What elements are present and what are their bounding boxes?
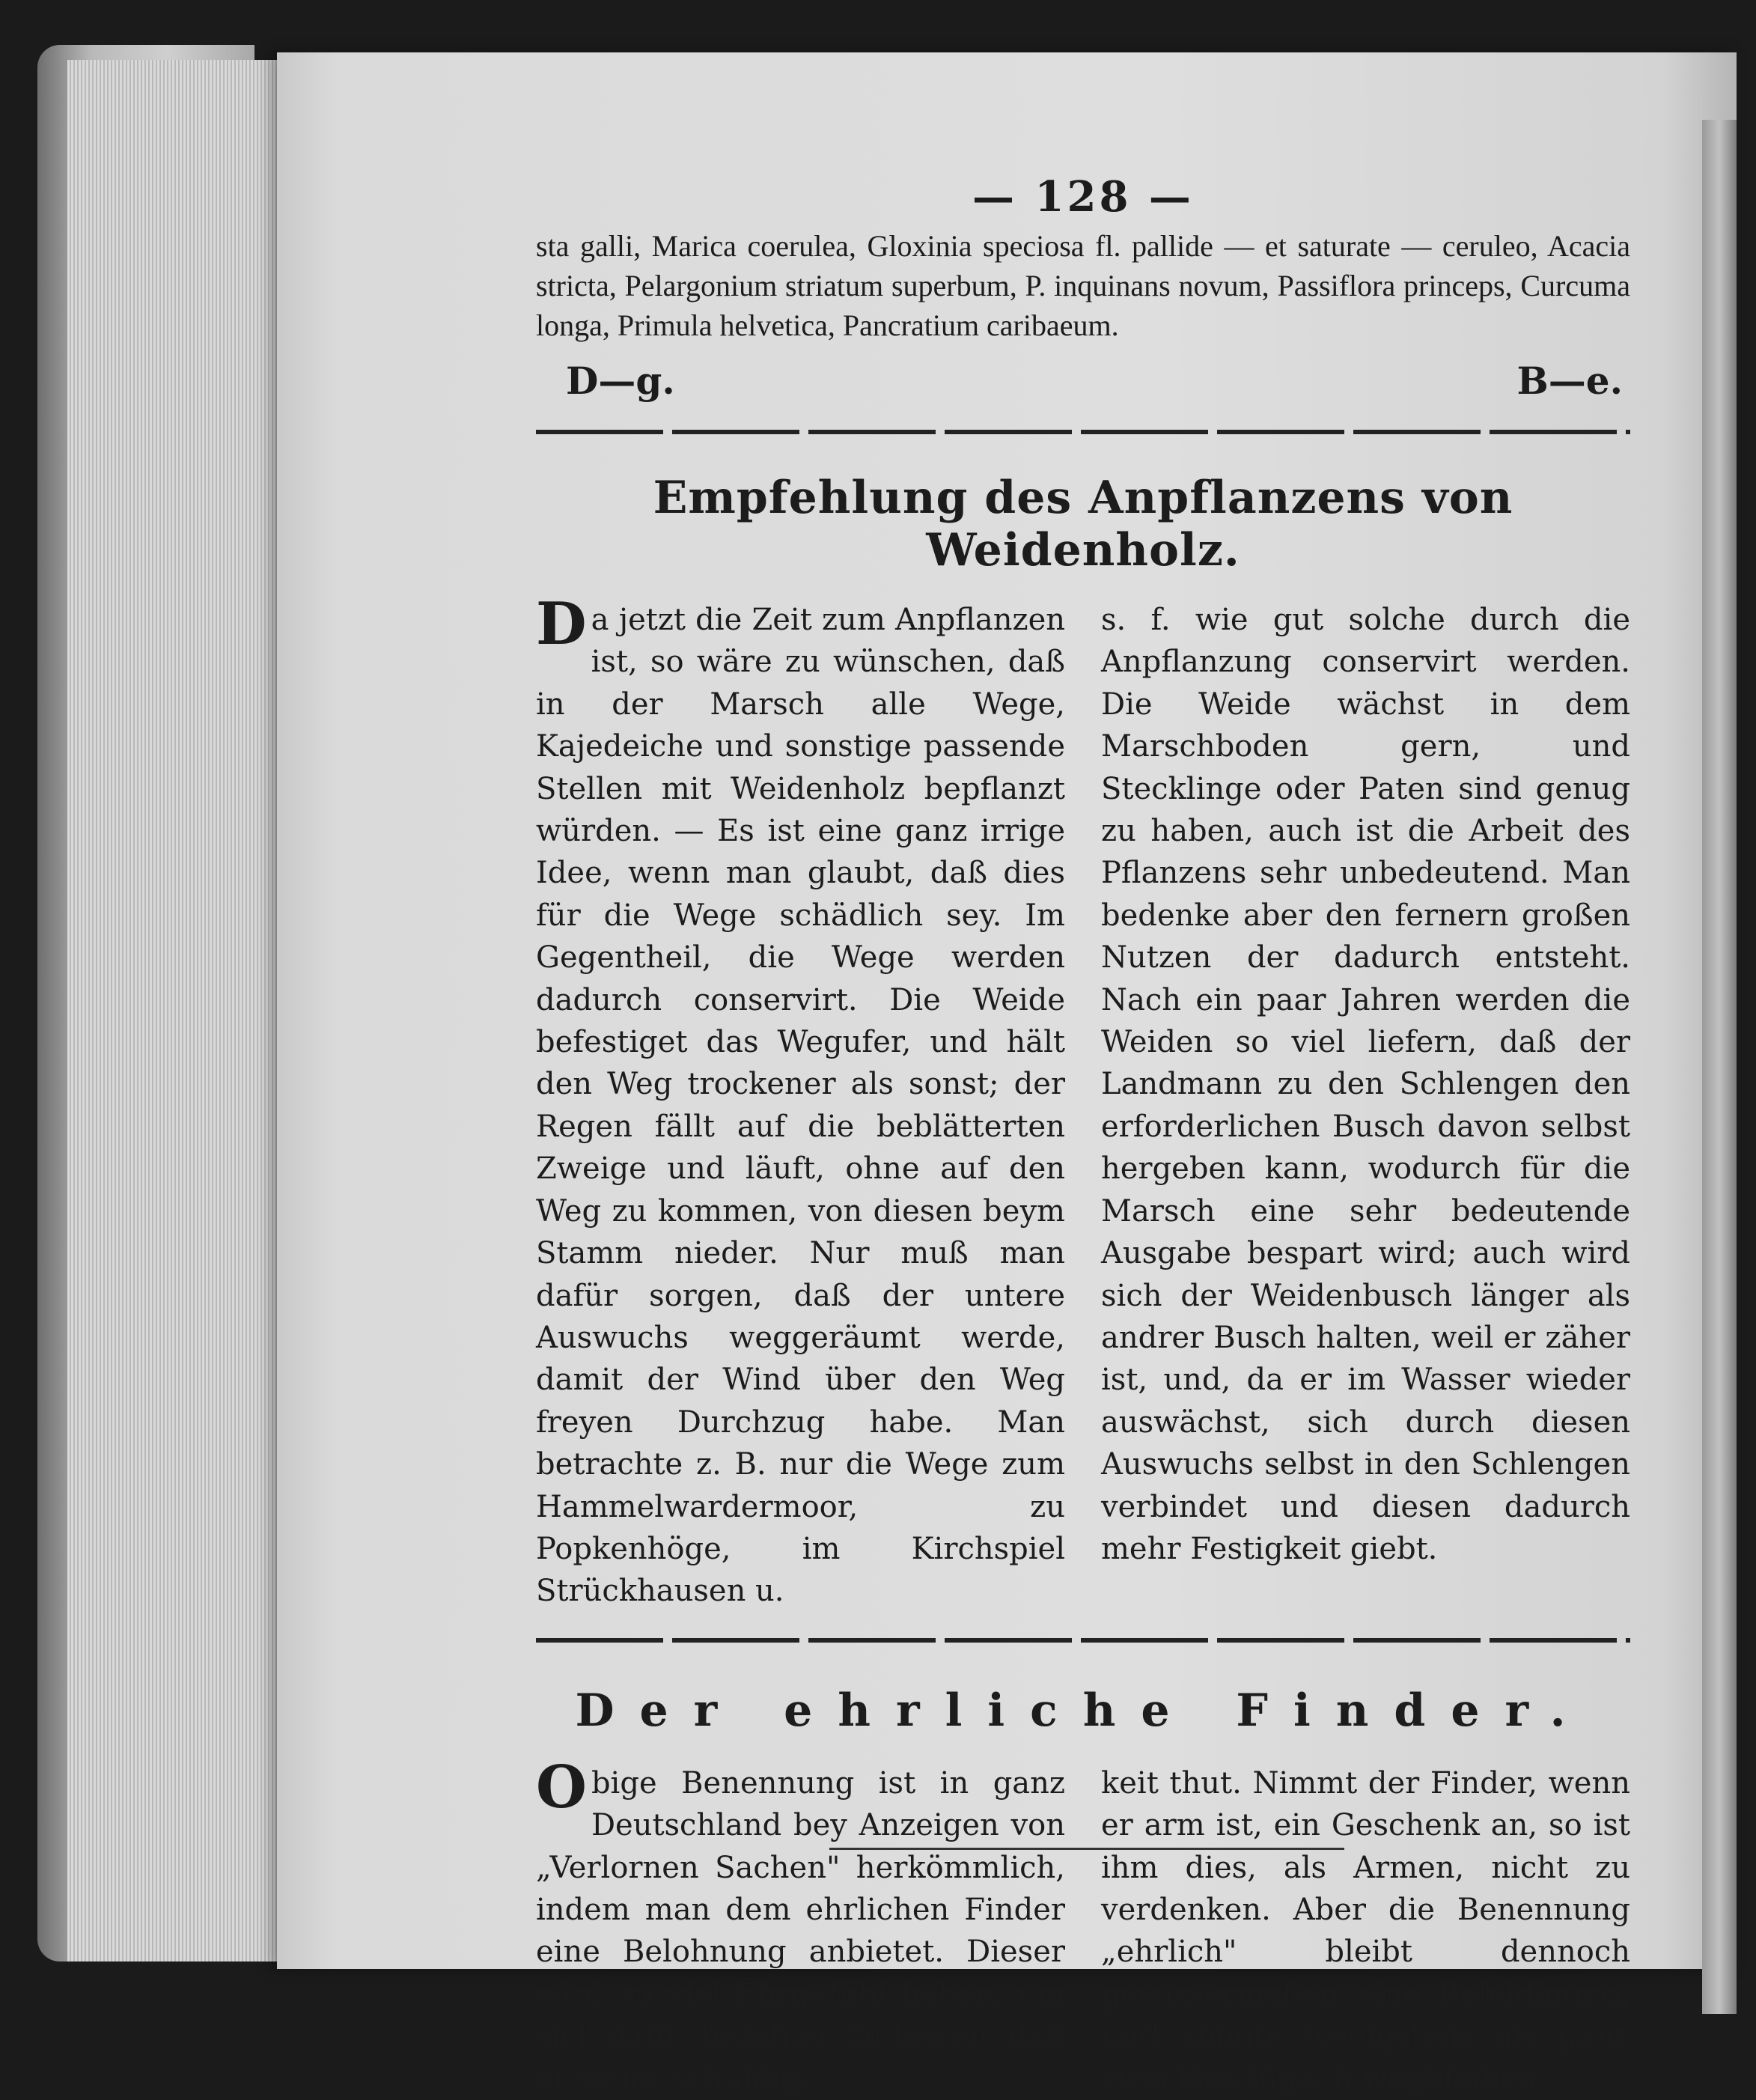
signature-left: D—g.	[566, 359, 675, 403]
article-weidenholz-column-left	[536, 590, 1065, 1613]
article-weidenholz-column-right	[1101, 599, 1630, 1613]
plant-list-text: sta galli, Marica coerulea, Gloxinia speciosa fl. pallide — et saturate — ceruleo, Acacia stricta, Pelargonium striatum superbum, P. inquinans novum, Passiflora princeps, Curcuma longa, Primula helvetica, Pancratium caribaeum.	[536, 229, 1630, 342]
article-title-weidenholz: Empfehlung des Anpflanzens von Weidenholz.	[653, 472, 1513, 576]
article-finder-column-right	[1101, 1762, 1630, 2100]
article-weidenholz-text-right: s. f. wie gut solche durch die Anpflanzung conservirt werden. Die Weide wächst in dem Marschboden gern, und Stecklinge oder Paten sind genug zu haben, auch ist die Arbeit des Pflanzens sehr unbedeutend. Man bedenke aber den fernern großen Nutzen der dadurch entsteht. Nach ein paar Jahren werden die Weiden so viel liefern, daß der Landmann zu den Schlengen den erforderlichen Busch davon selbst hergeben kann, wodurch für die Marsch eine sehr bedeutende Ausgabe bespart wird; auch wird sich der Weidenbusch länger als andrer Busch halten, weil er zäher ist, und, da er im Wasser wieder auswächst, sich durch diesen Auswuchs selbst in den Schlengen verbindet und diesen dadurch mehr Festigkeit giebt.	[1101, 603, 1630, 1566]
signatures	[566, 359, 1623, 403]
dropcap: D	[536, 590, 587, 658]
page-content	[536, 172, 1630, 2100]
dropcap: O	[536, 1753, 587, 1821]
article-finder-body	[536, 1753, 1630, 2100]
section-divider	[536, 1638, 1630, 1643]
page-number: — 128 —	[972, 172, 1194, 222]
article-finder-text-right: keit thut. Nimmt der Finder, wenn er arm ist, ein Geschenk an, so ist ihm dies, als Armen, nicht zu verdenken. Aber die Benennung „ehrlich" bleibt dennoch gewissermaßen eine Beleidigung, und könnte wenigstens als ganz zwecklos füglich wegbleiben.	[1101, 1765, 1630, 2096]
article-title-finder: Der ehrliche Finder.	[575, 1684, 1591, 1737]
article-finder-text-left: bige Benennung ist in ganz Deutschland bey Anzeigen von „Verlornen Sachen" herkömmlich, indem man dem ehrlichen Finder eine Belohnung anbietet. Dieser wird zu viel Ehrgefühl haben, um sich dafür bezahlen zu lassen, daß er seine Schuldig-	[536, 1765, 1065, 2096]
page-edge	[1702, 120, 1737, 2014]
article-weidenholz-text-left: a jetzt die Zeit zum Anpflanzen ist, so wäre zu wünschen, daß in der Marsch alle Wege, Kajedeiche und sonstige passende Stellen mit Weidenholz bepflanzt würden. — Es ist eine ganz irrige Idee, wenn man glaubt, daß dies für die Wege schädlich sey. Im Gegentheil, die Wege werden dadurch conservirt. Die Weide befestiget das Wegufer, und hält den Weg trockener als sonst; der Regen fällt auf die beblätterten Zweige und läuft, ohne auf den Weg zu kommen, von diesen beym Stamm nieder. Nur muß man dafür sorgen, daß der untere Auswuchs weggeräumt werde, damit der Wind über den Weg freyen Durchzug habe. Man betrachte z. B. nur die Wege zum Hammelwardermoor, zu Popkenhöge, im Kirchspiel Strückhausen u.	[536, 603, 1065, 1609]
closing-rule	[829, 1848, 1344, 1850]
article-finder-column-left	[536, 1753, 1065, 2100]
section-divider	[536, 430, 1630, 434]
article-weidenholz-body	[536, 590, 1630, 1613]
signature-right: B—e.	[1516, 359, 1623, 403]
page-stack	[67, 60, 292, 1961]
